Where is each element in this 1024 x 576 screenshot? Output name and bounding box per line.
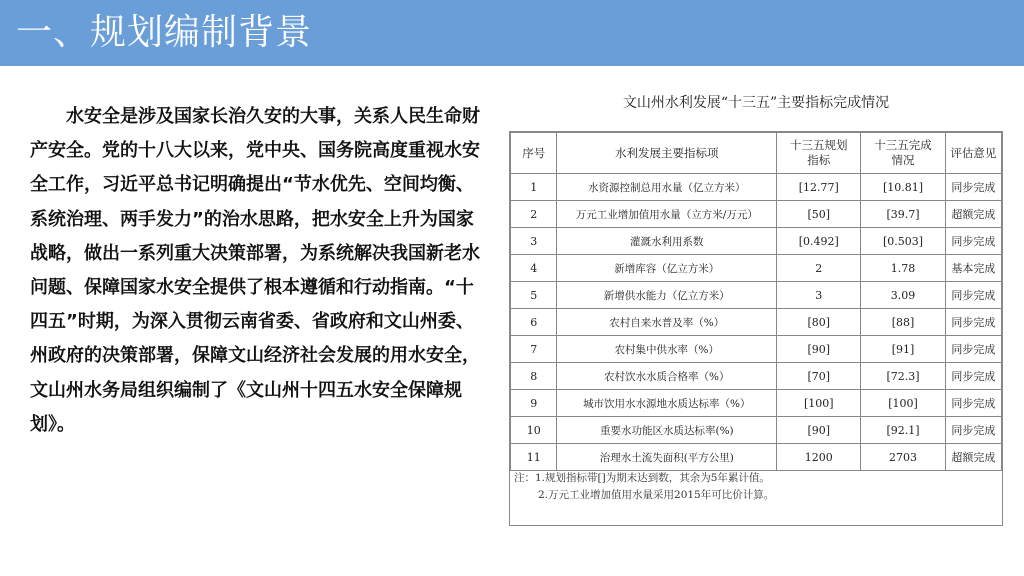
cell-no: 9 xyxy=(511,390,557,417)
cell-no: 4 xyxy=(511,255,557,282)
cell-done: [92.1] xyxy=(861,417,945,444)
page-title: 一、规划编制背景 xyxy=(16,12,313,53)
cell-no: 7 xyxy=(511,336,557,363)
cell-done: [72.3] xyxy=(861,363,945,390)
cell-indicator: 农村饮水水质合格率（%） xyxy=(557,363,777,390)
cell-no: 1 xyxy=(511,174,557,201)
indicator-table xyxy=(510,132,1002,471)
table-row xyxy=(511,282,1002,309)
table-row xyxy=(511,363,1002,390)
cell-done: [0.503] xyxy=(861,228,945,255)
table-row xyxy=(511,390,1002,417)
title-banner xyxy=(0,0,1024,66)
cell-done: [39.7] xyxy=(861,201,945,228)
cell-no: 10 xyxy=(511,417,557,444)
cell-eval: 同步完成 xyxy=(945,417,1001,444)
cell-indicator: 万元工业增加值用水量（立方米/万元） xyxy=(557,201,777,228)
table-body xyxy=(511,174,1002,471)
cell-eval: 同步完成 xyxy=(945,336,1001,363)
note-line-1: 注：1.规划指标带[]为期末达到数，其余为5年累计值。 xyxy=(514,472,770,484)
table-title: 文山州水利发展“十三五”主要指标完成情况 xyxy=(622,95,890,111)
cell-eval: 基本完成 xyxy=(945,255,1001,282)
note-line-2: 2.万元工业增加值用水量采用2015年可比价计算。 xyxy=(538,489,775,501)
table-row xyxy=(511,228,1002,255)
cell-no: 5 xyxy=(511,282,557,309)
cell-done: 3.09 xyxy=(861,282,945,309)
cell-indicator: 灌溉水利用系数 xyxy=(557,228,777,255)
cell-plan: [90] xyxy=(777,417,861,444)
cell-eval: 同步完成 xyxy=(945,363,1001,390)
cell-done: 2703 xyxy=(861,444,945,471)
header-plan xyxy=(777,133,861,174)
cell-eval: 同步完成 xyxy=(945,309,1001,336)
header-no: 序号 xyxy=(511,133,557,174)
cell-no: 8 xyxy=(511,363,557,390)
table-header-row xyxy=(511,133,1002,174)
table-row xyxy=(511,336,1002,363)
cell-plan: 1200 xyxy=(777,444,861,471)
cell-eval: 超额完成 xyxy=(945,444,1001,471)
cell-indicator: 水资源控制总用水量（亿立方米） xyxy=(557,174,777,201)
table-row xyxy=(511,255,1002,282)
cell-done: [100] xyxy=(861,390,945,417)
header-indicator: 水利发展主要指标项 xyxy=(557,133,777,174)
cell-eval: 同步完成 xyxy=(945,228,1001,255)
cell-indicator: 治理水土流失面积(平方公里) xyxy=(557,444,777,471)
header-done xyxy=(861,133,945,174)
cell-indicator: 农村自来水普及率（%） xyxy=(557,309,777,336)
cell-indicator: 农村集中供水率（%） xyxy=(557,336,777,363)
table-frame xyxy=(509,131,1003,526)
cell-no: 2 xyxy=(511,201,557,228)
cell-no: 3 xyxy=(511,228,557,255)
cell-done: [10.81] xyxy=(861,174,945,201)
cell-indicator: 新增库容（亿立方米） xyxy=(557,255,777,282)
cell-eval: 同步完成 xyxy=(945,174,1001,201)
table-note xyxy=(514,470,994,504)
cell-done: [91] xyxy=(861,336,945,363)
cell-plan: [90] xyxy=(777,336,861,363)
table-row xyxy=(511,174,1002,201)
cell-indicator: 重要水功能区水质达标率(%) xyxy=(557,417,777,444)
cell-no: 11 xyxy=(511,444,557,471)
cell-plan: [80] xyxy=(777,309,861,336)
cell-plan: [50] xyxy=(777,201,861,228)
cell-plan: [12.77] xyxy=(777,174,861,201)
cell-eval: 同步完成 xyxy=(945,390,1001,417)
cell-no: 6 xyxy=(511,309,557,336)
header-plan-line2: 指标 xyxy=(807,153,831,167)
header-eval: 评估意见 xyxy=(945,133,1001,174)
cell-plan: [0.492] xyxy=(777,228,861,255)
header-done-line2: 情况 xyxy=(891,153,915,167)
cell-eval: 同步完成 xyxy=(945,282,1001,309)
header-done-line1: 十三五完成 xyxy=(874,138,932,152)
table-row xyxy=(511,444,1002,471)
cell-done: 1.78 xyxy=(861,255,945,282)
cell-eval: 超额完成 xyxy=(945,201,1001,228)
indicator-table-panel xyxy=(509,93,1003,530)
table-row xyxy=(511,417,1002,444)
cell-done: [88] xyxy=(861,309,945,336)
cell-indicator: 城市饮用水水源地水质达标率（%） xyxy=(557,390,777,417)
background-paragraph: 水安全是涉及国家长治久安的大事，关系人民生命财产安全。党的十八大以来，党中央、国务院高度重视水安全工作，习近平总书记明确提出“节水优先、空间均衡、系统治理、两手发力”的治水思路，把水安全上升为国家战略，做出一系列重大决策部署，为系统解决我国新老水问题、保障国家水安全提供了根本遵循和行动指南。“十四五”时期，为深入贯彻云南省委、省政府和文山州委、州政府的决策部署，保障文山经济社会发展的用水安全，文山州水务局组织编制了《文山州十四五水安全保障规划》。 xyxy=(30,106,480,435)
cell-plan: [70] xyxy=(777,363,861,390)
cell-plan: 2 xyxy=(777,255,861,282)
cell-plan: [100] xyxy=(777,390,861,417)
table-row xyxy=(511,309,1002,336)
cell-indicator: 新增供水能力（亿立方米） xyxy=(557,282,777,309)
header-plan-line1: 十三五规划 xyxy=(790,138,848,152)
cell-plan: 3 xyxy=(777,282,861,309)
table-row xyxy=(511,201,1002,228)
